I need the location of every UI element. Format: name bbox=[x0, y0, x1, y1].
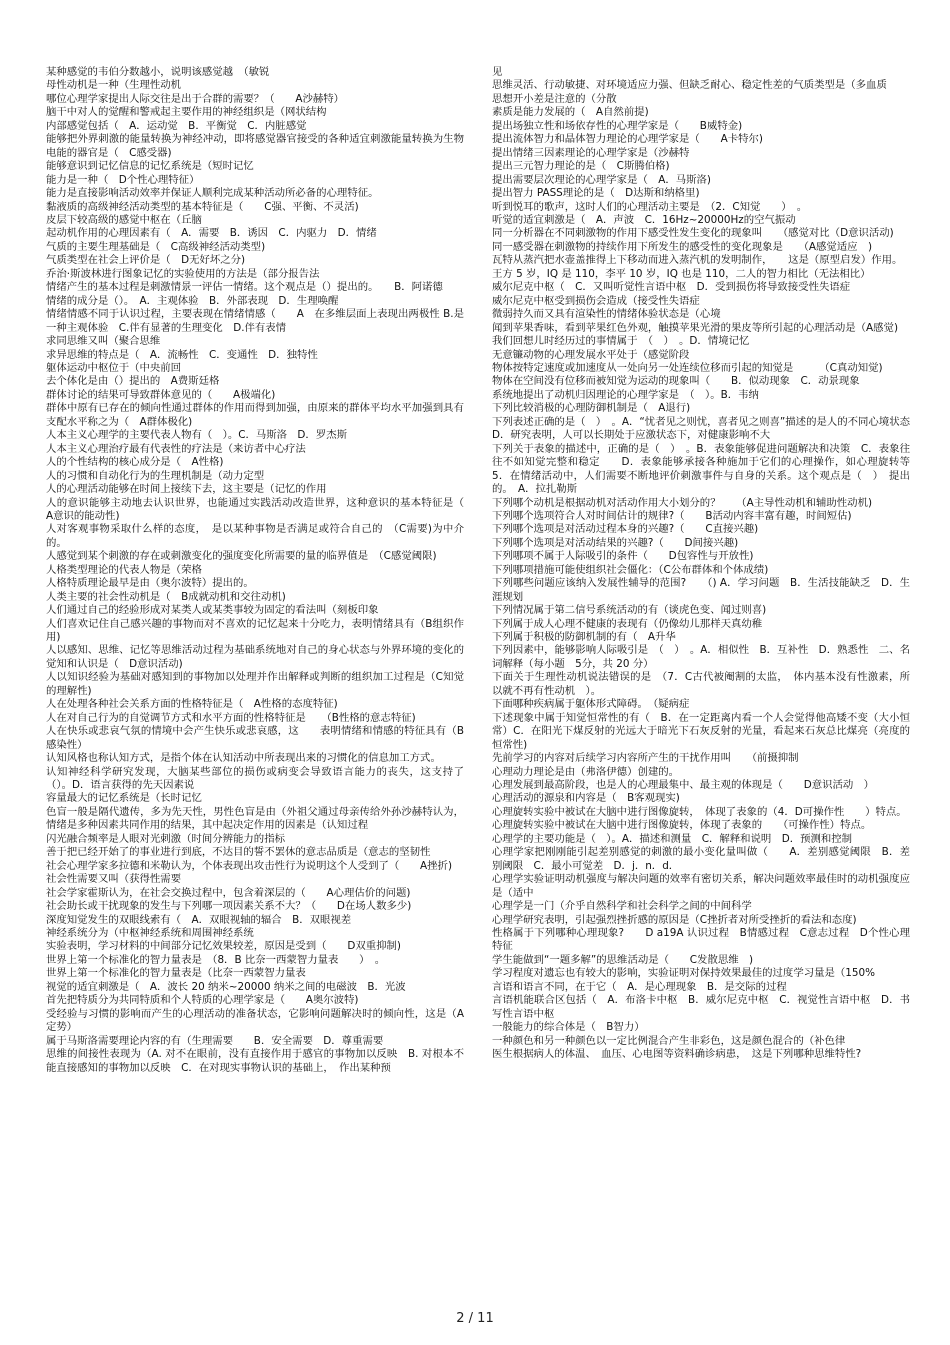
text-line: 求异思维的特点是（ A．流畅性 C．变通性 D．独特性 bbox=[46, 348, 318, 361]
text-line: 心理学实验证明动机强度与解决问题的效率有密切关系，解决问题效率最佳时的动机强度应是（适中 bbox=[492, 873, 910, 899]
text-line: 母性动机是一种（生理性动机 bbox=[46, 79, 182, 92]
text-line: 属于马斯洛需要理论内容的有（生理需要 B．安全需要 D．尊重需要 bbox=[46, 1034, 384, 1047]
text-line: 物体在空间没有位移而被知觉为运动的现象叫（ B．似动现象 C．动景现象 bbox=[492, 375, 860, 388]
text-line: 首先把特质分为共同特质和个人特质的心理学家是（ A奥尔波特) bbox=[46, 994, 359, 1007]
text-line: 提出情绪三因素理论的心理学家是（沙赫特 bbox=[492, 146, 690, 159]
text-line: 哪位心理学家提出人际交往是出于合群的需要？（ A沙赫特） bbox=[46, 92, 345, 105]
text-line: 医生根据病人的体温、 血压、心电图等资料确诊病患， 这是下列哪种思维特性? bbox=[492, 1048, 862, 1061]
text-line: 容量最大的记忆系统是（长时记忆 bbox=[46, 792, 202, 805]
text-line: 下述现象中属于知觉恒常性的有（ B．在一定距离内看一个人会觉得他高矮不变（大小恒常）C．在阳光下煤反射的光远大于暗光下石灰反射的光量，看起来石灰总比煤亮（亮度的恒常性) bbox=[492, 711, 910, 751]
text-line: 心理学的主要功能是（ ）。A．描述和测量 C．解释和说明 D．预测和控制 bbox=[492, 832, 853, 845]
text-line: 先前学习的内容对后续学习内容所产生的干扰作用叫 （前摄抑制 bbox=[492, 752, 799, 765]
text-line: 我们回想儿时经历过的事情属于 （ ） 。D．情境记忆 bbox=[492, 335, 750, 348]
text-line: 神经系统分为（中枢神经系统和周围神经系统 bbox=[46, 927, 254, 939]
text-line: 下列哪项不属于人际吸引的条件（ D包容性与开放性) bbox=[492, 550, 754, 563]
text-line: 人在对自己行为的自觉调节方式和水平方面的性格特征是 （B性格的意志特征) bbox=[46, 711, 416, 724]
text-line: 提出智力 PASS理论的是（ D达斯和纳格里) bbox=[492, 187, 700, 200]
text-line: 色盲一般是隔代遗传，多为先天性，男性色盲是由（外祖父通过母亲传给外孙沙赫特认为，情绪是多种因素共同作用的结果，其中起决定作用的因素是（认知过程 bbox=[46, 805, 464, 832]
text-line: 听觉的适宜刺激是（ A．声波 C．16Hz~20000Hz的空气振动 bbox=[492, 213, 796, 226]
text-line: 下面关于生理性动机说法错误的是 （7．C古代被阉割的太监， 体内基本没有性激素，所以就不再有性动机 ）。 bbox=[492, 671, 910, 697]
text-line: 提出流体智力和晶体智力理论的心理学家是（ A卡特尔) bbox=[492, 133, 763, 146]
text-line: 人类主要的社会性动机是（ B成就动机和交往动机) bbox=[46, 590, 286, 603]
text-line: 人在处理各种社会关系方面的性格特征是（ A性格的态度特征) bbox=[46, 698, 338, 711]
text-line: 去个体化是由（）提出的 A费斯廷格 bbox=[46, 375, 220, 388]
text-line: 心理学是一门（介乎自然科学和社会科学之间的中间科学 bbox=[492, 900, 752, 913]
text-line: 人格特质理论最早是由（奥尔波特）提出的。 bbox=[46, 577, 254, 590]
text-line: 下列哪个选项是对活动过程本身的兴趣?（ C直接兴趣) bbox=[492, 523, 759, 536]
text-line: 心理活动的源泉和内容是（ B客观现实) bbox=[492, 792, 680, 805]
left-text-column bbox=[46, 66, 475, 1075]
text-line: 见 bbox=[492, 66, 503, 78]
page-number: 2 / 11 bbox=[456, 1311, 494, 1326]
text-line: 情绪产生的基本过程是刺激情景一评估一情绪。这个观点是（）提出的。 B．阿诺德 bbox=[46, 281, 443, 294]
text-line: 性格属于下列哪种心理现象? D a19A 认识过程 B情感过程 C意志过程 D个性心理特征 bbox=[492, 927, 910, 953]
text-line: 下列哪项措施可能使组织社会僵化：（C公布群体和个体成绩) bbox=[492, 563, 769, 576]
text-line: 躯体运动中枢位于（中央前回 bbox=[46, 361, 182, 374]
text-line: 某种感觉的韦伯分数越小，说明该感觉越 （敏锐 bbox=[46, 66, 270, 78]
text-line: 提出需要层次理论的心理学家是（ A．马斯洛) bbox=[492, 173, 711, 186]
text-line: 心理学研究表明，引起强烈挫折感的原因是（C挫折者对所受挫折的看法和态度) bbox=[492, 913, 857, 926]
text-line: 乔治·斯波林进行图象记忆的实验使用的方法是（部分报告法 bbox=[46, 267, 320, 280]
text-line: 下列哪些问题应该纳入发展性辅导的范围? （) A．学习问题 B．生活技能缺乏 D．生涯规划 bbox=[492, 577, 910, 603]
text-line: 善于把已经开始了的事业进行到底，不达目的誓不罢休的意志品质是（意志的坚韧性 bbox=[46, 846, 431, 859]
text-line: 情绪的成分是（）。 A．主观体验 B．外部表现 D．生理唤醒 bbox=[46, 294, 339, 307]
text-line: 社会学家霍斯认为，在社会交换过程中，包含着深层的（ A心理估价的问题) bbox=[46, 886, 411, 899]
text-line: 同一感受器在刺激物的持续作用下所发生的感受性的变化现象是 （A感觉适应 ) bbox=[492, 240, 873, 253]
text-line: 起动机作用的心理因素有（ A．需要 B．诱因 C．内驱力 D．情绪 bbox=[46, 227, 377, 240]
text-line: 思维的间接性表现为（A. 对不在眼前，没有直接作用于感官的事物加以反映 B. 对根本不能直接感知的事物加以反映 C．在对现实事物认识的基础上， 作出某种预 bbox=[46, 1048, 464, 1074]
text-line: 深度知觉发生的双眼线索有（ A．双眼视轴的辐合 B．双眼视差 bbox=[46, 913, 352, 926]
text-line: 下列哪个选项是对活动结果的兴趣?（ D间接兴趣) bbox=[492, 536, 739, 549]
text-line: 人格类型理论的代表人物是（荣格 bbox=[46, 563, 202, 576]
text-line: 人们通过自己的经验形成对某类人或某类事较为固定的看法叫（刻板印象 bbox=[46, 604, 379, 617]
text-line: 能够把外界刺激的能量转换为神经冲动，即将感觉器官接受的各种适宜刺激能量转换为生物电能的器官是（ C感受器) bbox=[46, 133, 464, 159]
text-line: 心理旋转实验中被试在大脑中进行图像旋转， 体现了表象的（4．D可操作性 ）特点。 bbox=[492, 805, 907, 818]
text-line: 人以知识经验为基础对感知到的事物加以处理并作出解释或判断的组织加工过程是（C知觉的理解性) bbox=[46, 671, 464, 697]
text-line: 世界上第一个标准化的智力量表是 （8．B 比奈一西蒙智力量表 ） 。 bbox=[46, 953, 386, 966]
text-line: 一种颜色和另一种颜色以一定比例混合产生非彩色，这是颜色混合的（补色律 bbox=[492, 1034, 846, 1047]
text-line: 一般能力的综合体是（ B智力） bbox=[492, 1021, 645, 1034]
text-line: 实验表明，学习材料的中间部分记忆效果较差，原因是受到（ D双重抑制) bbox=[46, 940, 401, 953]
text-line: 言语和语言不同，在于它（ A．是心理现象 B．是交际的过程 bbox=[492, 980, 787, 993]
text-line: 能够意识到记忆信息的记忆系统是（短时记忆 bbox=[46, 160, 254, 173]
text-line: 思想开小差是注意的（分散 bbox=[492, 92, 617, 105]
text-line: 群体讨论的结果可导致群体意见的（ A极端化) bbox=[46, 388, 276, 401]
text-line: 人的习惯和自动化行为的生理机制是（动力定型 bbox=[46, 469, 265, 482]
right-text-column bbox=[492, 66, 921, 1062]
text-line: 言语机能联合区包括（ A．布洛卡中枢 B．威尔尼克中枢 C．视觉性言语中枢 D．书写性言语中枢 bbox=[492, 994, 910, 1020]
text-line: 心理旋转实验中被试在大脑中进行图像旋转，体现了表象的 （可操作性）特点。 bbox=[492, 819, 872, 832]
text-line: 下列哪个选项符合人对时间估计的规律?（ B活动内容丰富有趣，时间短估) bbox=[492, 509, 852, 522]
text-line: 人在快乐或悲哀气氛的情境中会产生快乐或悲哀感，这 表明情绪和情感的特征具有（B感染性） bbox=[46, 725, 464, 751]
text-line: 威尔尼克中枢受到损伤会造成（接受性失语症 bbox=[492, 294, 700, 307]
text-line: 下列属于积极的防御机制的有（ A升华 bbox=[492, 631, 676, 644]
text-line: 王方 5 岁，IQ 是 110，李平 10 岁，IQ 也是 110，二人的智力相比（无法相比） bbox=[492, 267, 871, 280]
text-line: 心理动力理论是由（弗洛伊德）创建的。 bbox=[492, 765, 680, 778]
text-line: 下列比较消极的心理防御机制是（ A退行) bbox=[492, 402, 691, 415]
text-line: 人的意识能够主动地去认识世界，也能通过实践活动改造世界，这种意识的基本特征是（ A意识的能动性) bbox=[46, 496, 475, 522]
text-line: 认知风格也称认知方式，是指个体在认知活动中所表现出来的习惯化的信息加工方式。 bbox=[46, 752, 441, 765]
text-line: 受经验与习惯的影响而产生的心理活动的准备状态，它影响问题解决时的倾向性，这是（A定势） bbox=[46, 1007, 464, 1034]
text-line: 人们喜欢记住自己感兴趣的事物而对不喜欢的记忆起来十分吃力，表明情绪具有（B组织作用) bbox=[46, 617, 464, 644]
text-line: 无意镰动物的心理发展水平处于（感觉阶段 bbox=[492, 348, 690, 361]
text-line: 闪光融合频率是人眼对光刺激（时间分辨能力的指标 bbox=[46, 832, 285, 845]
text-line: 群体中原有已存在的倾向性通过群体的作用而得到加强，由原来的群体平均水平加强到具有支配水平称之为（ A群体极化) bbox=[46, 402, 464, 428]
text-line: 世界上第一个标准化的智力量表是（比奈一西蒙智力量表 bbox=[46, 967, 306, 980]
text-line: 下面哪种疾病属于躯体形式障碍。 （疑病症 bbox=[492, 698, 690, 711]
text-line: 威尔尼克中枢（ C．又叫听觉性言语中枢 D．受到损伤将导致接受性失语症 bbox=[492, 281, 851, 294]
text-line: 社会助长或干扰现象的发生与下列哪一项因素关系不大？（ D在场人数多少) bbox=[46, 900, 412, 913]
text-line: 下列属于成人心理不健康的表现有（仍像幼儿那样天真幼稚 bbox=[492, 617, 763, 630]
text-line: 学习程度对遗忘也有较大的影响，实验证明对保持效果最佳的过度学习量是（150% bbox=[492, 967, 875, 980]
text-line: 提出场独立性和场依存性的心理学家是（ B威特金) bbox=[492, 119, 743, 132]
text-line: 人以感知、思维、记忆等思维活动过程为基础系统地对自己的身心状态与外界环境的变化的觉知和认识是（ D意识活动) bbox=[46, 644, 464, 670]
text-line: 下列表述正确的是（ ） 。A．“忧者见之则忧，喜者见之则喜”描述的是人的不同心境状态 D．研究表明，人可以长期处于应激状态下，对健康影响不大 bbox=[492, 415, 921, 442]
text-line: 气质类型在社会上评价是（ D无好坏之分) bbox=[46, 254, 246, 267]
text-line: 心理学家把刚刚能引起差别感觉的刺激的最小变化量叫做（ A．差别感觉阈限 B．差别阈限 C．最小可觉差 D．j．n．d． bbox=[492, 846, 910, 872]
text-line: 人本主义心理学的主要代表人物有（ ）。C．马斯洛 D．罗杰斯 bbox=[46, 429, 347, 442]
text-line: 能力是直接影响活动效率并保证人顺利完成某种活动所必备的心理特征。 bbox=[46, 187, 379, 200]
text-line: 素质是能力发展的（ A自然前提) bbox=[492, 106, 649, 119]
text-line: 闻到苹果香味，看到苹果红色外观，触摸苹果光滑的果皮等所引起的心理活动是（A感觉) bbox=[492, 321, 899, 334]
text-line: 瓦特从蒸汽把水壶盖推得上下移动而进入蒸汽机的发明制作， 这是（原型启发）作用。 bbox=[492, 254, 903, 267]
text-line: 黏液质的高级神经活动类型的基本特征是（ C强、平衡、不灵活) bbox=[46, 200, 359, 213]
text-line: 社会性需要又叫（获得性需要 bbox=[46, 873, 182, 886]
text-line: 求同思维又叫（聚合思维 bbox=[46, 335, 161, 348]
text-line: 物体按特定速度或加速度从一处向另一处连续位移而引起的知觉是 （C真动知觉) bbox=[492, 361, 883, 374]
text-line: 情绪情感不同于认识过程，主要表现在情绪情感（ A 在多维层面上表现出两极性 B.是一种主观体验 C.伴有显著的生理变化 D.伴有表情 bbox=[46, 308, 464, 334]
text-line: 心理发展到最高阶段，也是人的心理最集中、最主观的体现是（ D意识活动 ） bbox=[492, 779, 875, 792]
text-line: 思维灵活、行动敏捷、对环境适应力强、但缺乏耐心、稳定性差的气质类型是（多血质 bbox=[492, 79, 887, 92]
text-line: 下列哪个动机是根据动机对活动作用大小划分的？ （A主导性动机和辅助性动机) bbox=[492, 496, 873, 509]
text-line: 人对客观事物采取什么样的态度， 是以某种事物是否满足或符合自己的 （C需要)为中介的。 bbox=[46, 523, 464, 549]
text-line: 下列情况属于第二信号系统活动的有（谈虎色变、闻过则喜) bbox=[492, 604, 767, 617]
text-line: 同一分析器在不同刺激物的作用下感受性发生变化的现象叫 （感觉对比（D意识活动) bbox=[492, 227, 894, 240]
text-line: 内部感觉包括（ A．运动觉 B．平衡觉 C．内脏感觉 bbox=[46, 119, 307, 132]
text-line: 人的心理活动能够在时间上接续下去，这主要是（记忆的作用 bbox=[46, 483, 327, 496]
text-line: 人的个性结构的核心成分是（ A性格) bbox=[46, 456, 224, 469]
text-line: 听到悦耳的歌声，这时人们的心理活动主要是 （2．C知觉 ） 。 bbox=[492, 200, 808, 213]
text-line: 社会心理学家多拉德和米勒认为，个体表现出攻击性行为说明这个人受到了（ A挫折) bbox=[46, 859, 453, 872]
text-line: 下列关于表象的描述中，正确的是（ ） 。B．表象能够促进问题解决和决策 C．表象往往不如知觉完整和稳定 D．表象能够承接各种施加于它们的心理操作，如心理旋转等 5．在情绪活动中，人们需要不断地评价刺激事件与自身的关系。这个观点是（ ） 提出的。 A．拉扎勒斯 bbox=[492, 442, 921, 496]
text-line: 提出三元智力理论的是（ C斯腾伯格) bbox=[492, 160, 670, 173]
text-line: 人感觉到某个刺激的存在或刺激变化的强度变化所需要的量的临界值是 （C感觉阈限) bbox=[46, 550, 437, 563]
text-line: 学生能做到“一题多解”的思维活动是（ C发散思维 ) bbox=[492, 953, 754, 966]
text-line: 微弱持久而又具有渲染性的情绪体验状态是（心境 bbox=[492, 308, 721, 321]
text-line: 认知神经科学研究发现，大脑某些部位的损伤或病变会导致语言能力的丧失，这支持了（）。D．语言获得的先天因素说 bbox=[46, 765, 464, 792]
text-line: 视觉的适宜刺激是（ A．波长 20 纳米~20000 纳米之间的电磁波 B．光波 bbox=[46, 980, 406, 993]
text-line: 系统地提出了动机归因理论的心理学家是 （ ）。B．韦纳 bbox=[492, 388, 759, 401]
text-line: 气质的主要生理基础是（ C高级神经活动类型) bbox=[46, 240, 266, 253]
text-line: 能力是一种（ D个性心理特征） bbox=[46, 173, 200, 186]
text-line: 脑干中对人的觉醒和警戒起主要作用的神经组织是（网状结构 bbox=[46, 106, 327, 119]
text-line: 皮层下较高级的感觉中枢在（丘脑 bbox=[46, 213, 202, 226]
text-line: 下列因素中，能够影响人际吸引是 （ ） 。A．相似性 B．互补性 D．熟悉性 二、名词解释（每小题 5分，共 20 分） bbox=[492, 644, 910, 670]
text-line: 人本主义心理治疗最有代表性的疗法是（来访者中心疗法 bbox=[46, 442, 306, 455]
